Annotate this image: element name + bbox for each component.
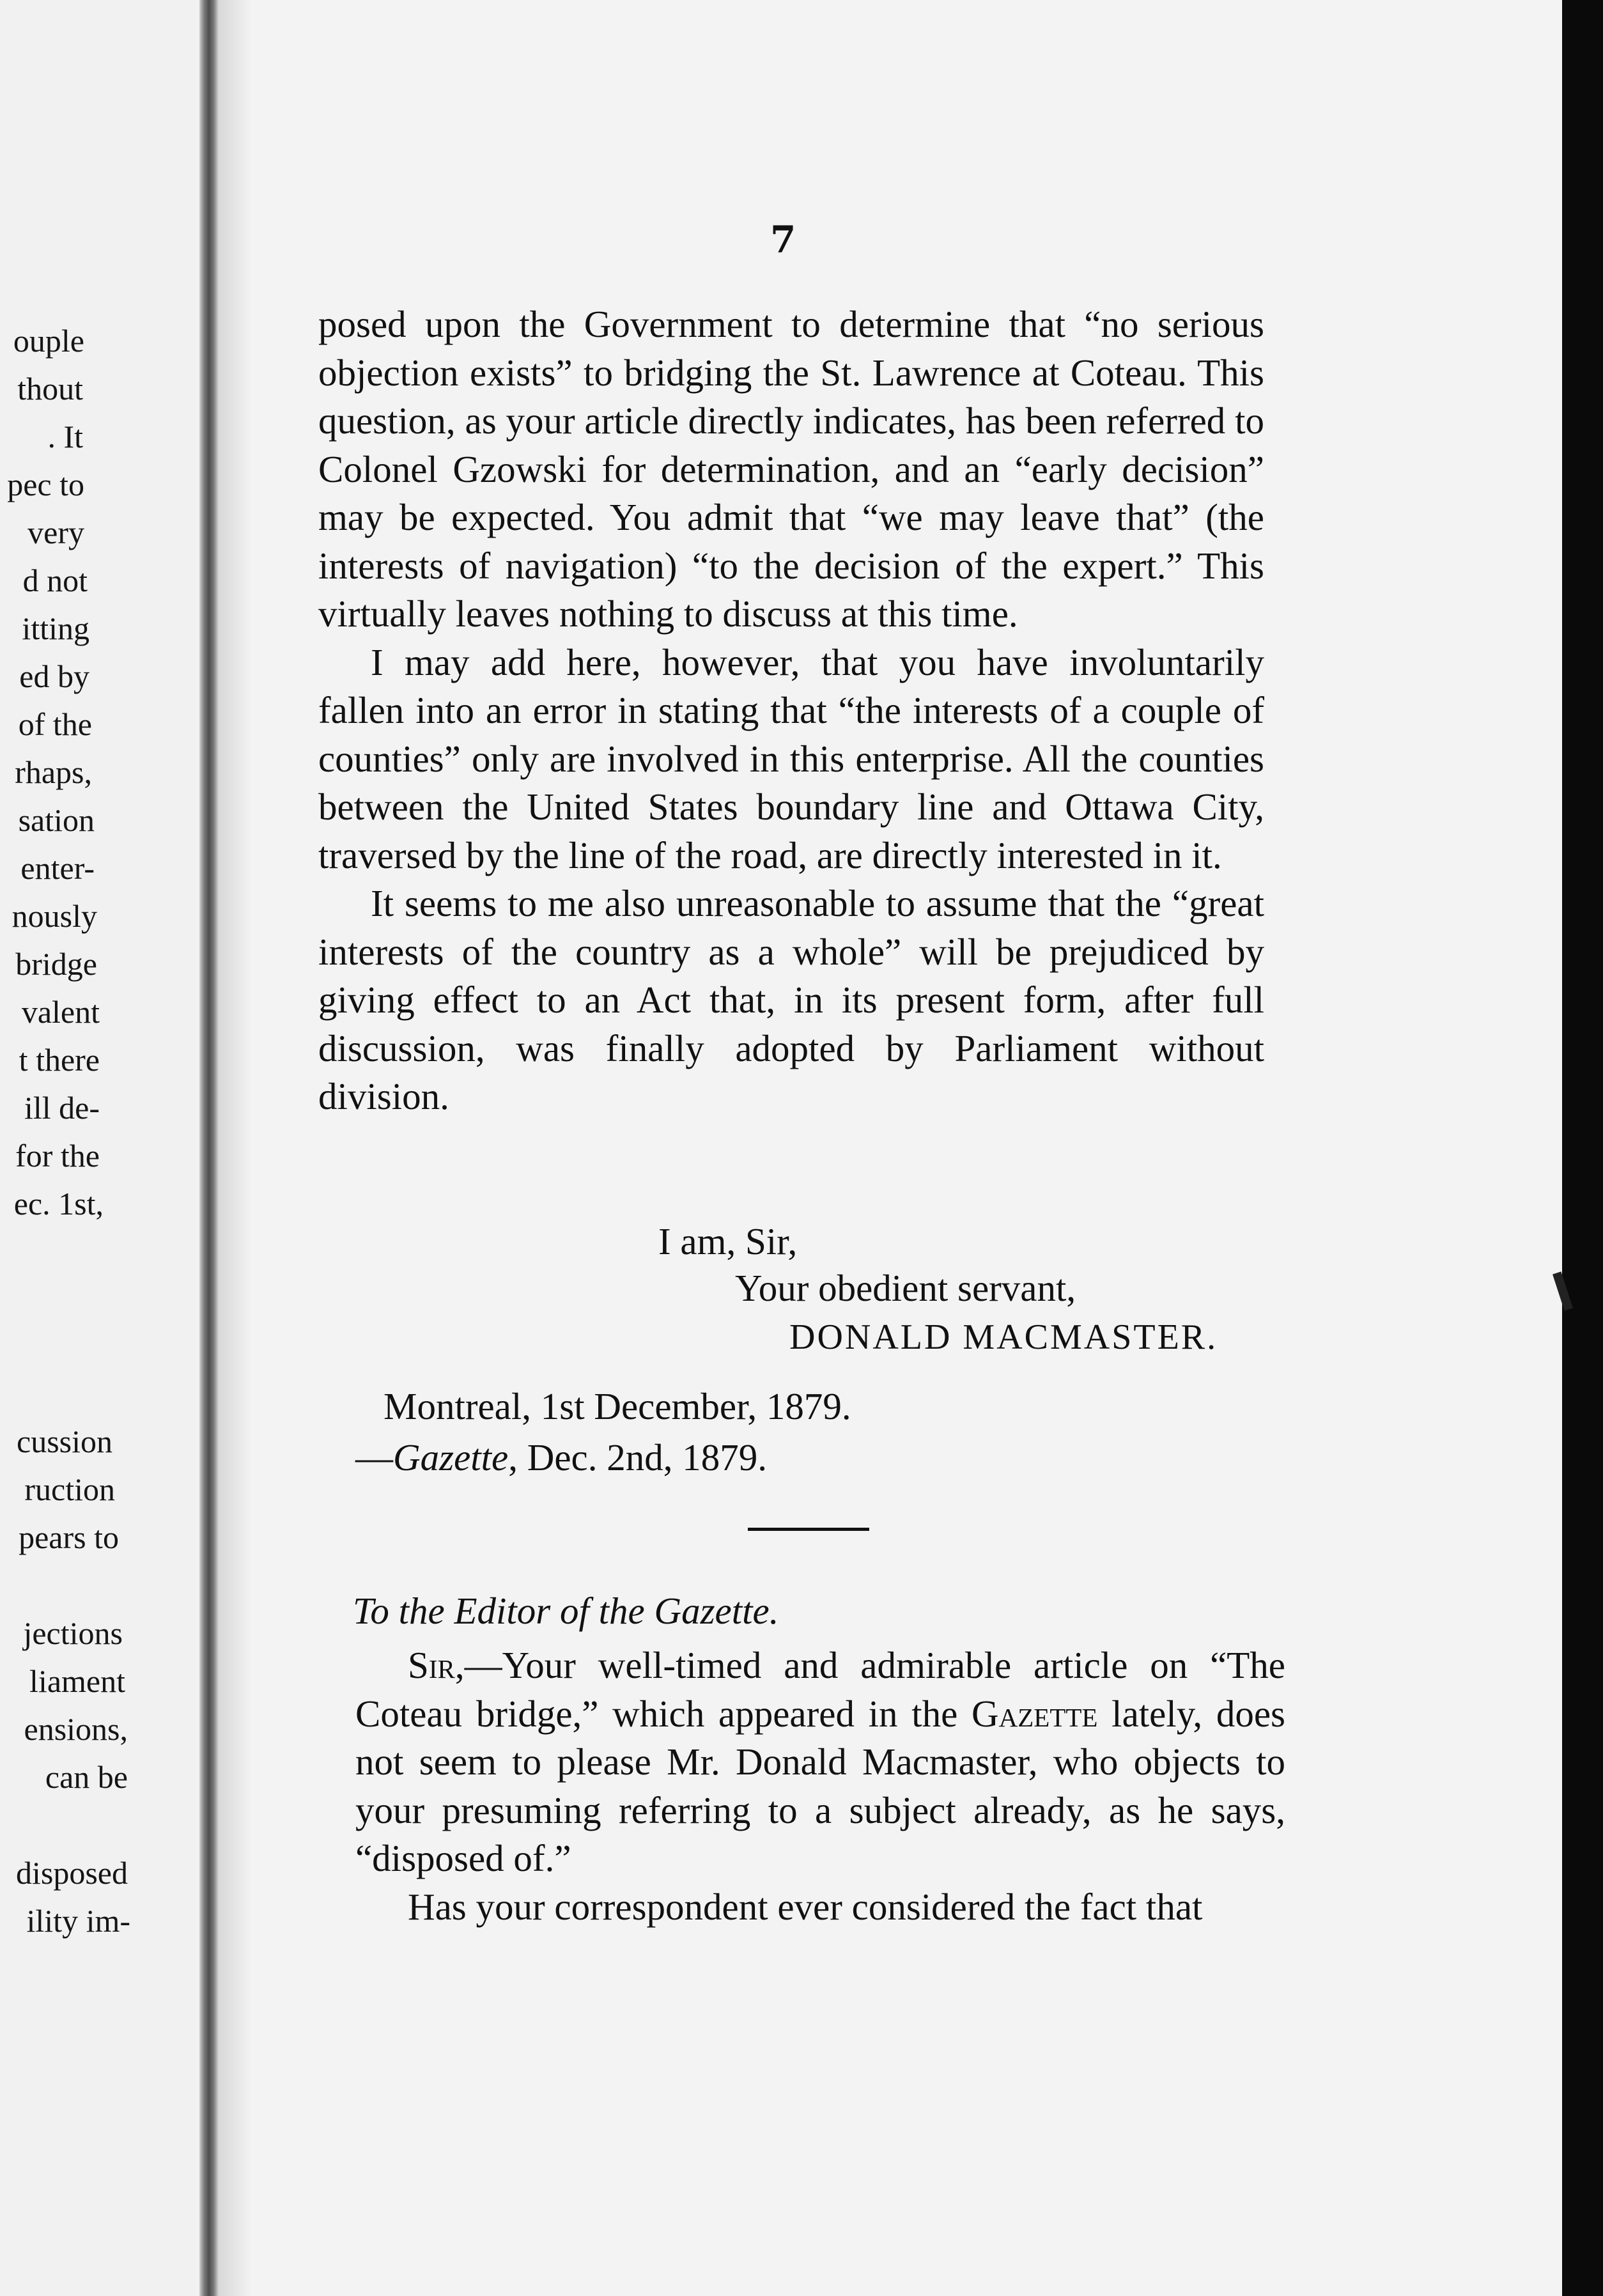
facing-line: ensions, [24,1711,128,1747]
facing-line: ouple [13,323,84,359]
facing-page-left [0,0,199,2296]
facing-line: ill de- [24,1090,100,1126]
letter-2-paragraph-2: Has your correspondent ever considered the fact that [408,1885,1203,1928]
signature: DONALD MACMASTER. [789,1317,1218,1357]
facing-line: ed by [19,658,89,694]
facing-line: itting [22,610,89,646]
valediction: Your obedient servant, [735,1267,1076,1309]
facing-line: jections [23,1615,123,1651]
facing-line: disposed [16,1855,128,1891]
page-number: 7 [770,218,796,261]
page-edge [1562,0,1603,2296]
facing-line: enter- [20,850,95,886]
letter-2-text-a: —Your well-timed and admirable article on “The Coteau bridge,” which appeared in the [355,1644,1285,1735]
facing-line: sation [18,802,95,838]
gazette-name: Gazette [972,1692,1098,1735]
letter-2-heading: To the Editor of the Gazette. [353,1590,779,1632]
facing-line: ec. 1st, [13,1186,104,1222]
place-date: Montreal, 1st December, 1879. [383,1385,851,1427]
facing-line: can be [45,1759,128,1795]
facing-line: thout [17,371,83,407]
source-title: Gazette [393,1436,509,1478]
source-date: , Dec. 2nd, 1879. [508,1436,767,1478]
source-prefix: — [355,1436,393,1478]
letter-2-text-b: lately, does not seem to please Mr. Donald Macmaster, who objects to your presuming referring to a subject already, as he says, “disposed of.” [355,1692,1285,1879]
facing-line: d not [22,562,88,598]
gutter-shadow [219,0,251,2296]
facing-line: rhaps, [15,754,92,790]
facing-line: of the [18,706,92,742]
paragraph-3: It seems to me also unreasonable to assume that the “great interests of the country as a whole” will be prejudiced by giving effect to an Act that, in its present form, after full discussion, was finally adopted by Parliament without division. [318,882,1264,1117]
paragraph-1: posed upon the Government to determine that “no serious objection exists” to bridging the St. Lawrence at Coteau. This question, as your article directly indicates, has been referred to Colonel Gzowski for determination, and an “early decision” may be expected. You admit that “we may leave that” (the interests of navigation) “to the decision of the expert.” This virtually leaves nothing to discuss at this time. [318,303,1264,635]
letter-2-body [355,1641,1285,1931]
letter-2-paragraph-1 [355,1641,1285,1883]
section-rule [748,1528,869,1531]
facing-line: for the [15,1138,100,1174]
facing-line: nously [12,898,97,934]
facing-line: ility im- [26,1903,130,1939]
facing-line: cussion [17,1423,112,1459]
source-line [355,1438,767,1477]
facing-line: very [27,515,84,550]
book-gutter [199,0,219,2296]
facing-line: . It [47,419,83,454]
paragraph-2: I may add here, however, that you have involuntarily fallen into an error in stating that “the interests of a couple of counties” only are involved in this enterprise. All the counties between the United States boundary line and Ottawa City, traversed by the line of the road, are directly interested in it. [318,640,1264,876]
facing-line: ruction [24,1471,115,1507]
facing-line: bridge [15,946,97,982]
facing-line: t there [19,1042,100,1078]
letter-2-salutation: Sir, [408,1644,465,1686]
facing-line: pears to [19,1519,119,1555]
letter-1-body [318,300,1264,1121]
salutation: I am, Sir, [658,1220,798,1262]
facing-line: liament [29,1663,125,1699]
facing-line: valent [21,994,100,1030]
facing-line: pec to [7,467,84,502]
